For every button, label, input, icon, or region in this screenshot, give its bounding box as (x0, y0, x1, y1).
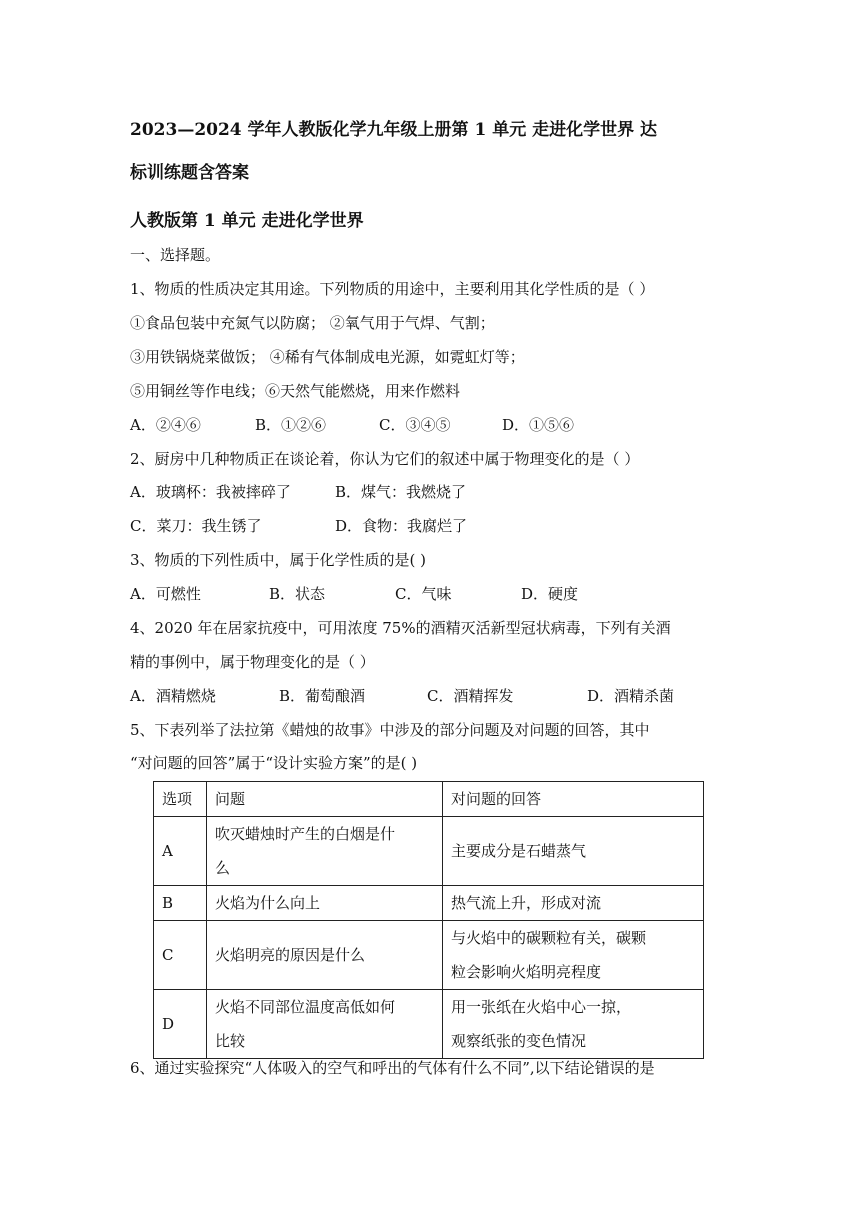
row-answer (443, 990, 704, 1059)
row-answer (443, 921, 704, 990)
table-row (154, 817, 704, 886)
table-header-row (154, 782, 704, 817)
row-question (207, 990, 443, 1059)
q4-stem-line2: 精的事例中，属于物理变化的是（ ） (130, 653, 375, 671)
q5-table (153, 781, 704, 1059)
row-option: D (154, 990, 207, 1059)
q3-option-c: C．气味 (395, 585, 452, 603)
q4-option-b: B．葡萄酿酒 (279, 687, 366, 705)
table-row (154, 990, 704, 1059)
row-question: 火焰为什么向上 (207, 886, 443, 921)
doc-subtitle: 人教版第 1 单元 走进化学世界 (130, 211, 364, 231)
q5-stem-line1: 5、下表列举了法拉第《蜡烛的故事》中涉及的部分问题及对问题的回答，其中 (130, 721, 650, 739)
header-answer: 对问题的回答 (443, 782, 704, 817)
section-heading: 一、选择题。 (130, 246, 221, 264)
q3-option-d: D．硬度 (521, 585, 579, 603)
q1-item-line1: ①食品包装中充氮气以防腐； ②氧气用于气焊、气割； (130, 314, 495, 332)
q2-option-d: D．食物：我腐烂了 (335, 517, 468, 535)
row-question: 火焰明亮的原因是什么 (207, 921, 443, 990)
doc-title-line2: 标训练题含答案 (130, 163, 249, 183)
q4-stem-line1: 4、2020 年在居家抗疫中，可用浓度 75%的酒精灭活新型冠状病毒，下列有关酒 (130, 619, 671, 637)
row-question (207, 817, 443, 886)
row-question-line1: 火焰不同部位温度高低如何 (215, 998, 396, 1016)
q3-option-b: B．状态 (269, 585, 326, 603)
row-answer: 主要成分是石蜡蒸气 (443, 817, 704, 886)
row-question-line2: 么 (215, 859, 231, 877)
q1-option-c: C．③④⑤ (379, 416, 451, 434)
q1-option-b: B．①②⑥ (255, 416, 327, 434)
table-row (154, 921, 704, 990)
header-question: 问题 (207, 782, 443, 817)
q1-item-line2: ③用铁锅烧菜做饭； ④稀有气体制成电光源，如霓虹灯等； (130, 348, 525, 366)
q4-option-d: D．酒精杀菌 (587, 687, 675, 705)
q2-option-c: C．菜刀：我生锈了 (130, 517, 262, 535)
q3-stem: 3、物质的下列性质中，属于化学性质的是( ) (130, 551, 427, 569)
q2-option-a: A．玻璃杯：我被摔碎了 (130, 483, 291, 501)
q1-stem: 1、物质的性质决定其用途。下列物质的用途中，主要利用其化学性质的是（ ） (130, 280, 655, 298)
row-question-line2: 比较 (215, 1032, 246, 1050)
q1-option-a: A．②④⑥ (130, 416, 201, 434)
q6-stem: 6、通过实验探究“人体吸入的空气和呼出的气体有什么不同”,以下结论错误的是 (130, 1059, 655, 1077)
row-question-line1: 吹灭蜡烛时产生的白烟是什 (215, 825, 396, 843)
q2-stem: 2、厨房中几种物质正在谈论着，你认为它们的叙述中属于物理变化的是（ ） (130, 450, 640, 468)
row-option: A (154, 817, 207, 886)
q1-item-line3: ⑤用铜丝等作电线；⑥天然气能燃烧，用来作燃料 (130, 382, 461, 400)
row-answer-line1: 与火焰中的碳颗粒有关，碳颗 (451, 929, 647, 947)
row-answer-line2: 粒会影响火焰明亮程度 (451, 963, 602, 981)
row-option: C (154, 921, 207, 990)
q5-stem-line2: “对问题的回答”属于“设计实验方案”的是( ) (130, 754, 418, 772)
row-answer-line2: 观察纸张的变色情况 (451, 1032, 587, 1050)
q3-option-a: A．可燃性 (130, 585, 201, 603)
q4-option-c: C．酒精挥发 (427, 687, 514, 705)
q4-option-a: A．酒精燃烧 (130, 687, 216, 705)
row-option: B (154, 886, 207, 921)
q2-option-b: B．煤气：我燃烧了 (335, 483, 467, 501)
row-answer-line1: 用一张纸在火焰中心一掠， (451, 998, 632, 1016)
table-row (154, 886, 704, 921)
doc-title-line1: 2023—2024 学年人教版化学九年级上册第 1 单元 走进化学世界 达 (130, 120, 658, 140)
row-answer: 热气流上升，形成对流 (443, 886, 704, 921)
q1-option-d: D．①⑤⑥ (502, 416, 575, 434)
header-option: 选项 (154, 782, 207, 817)
